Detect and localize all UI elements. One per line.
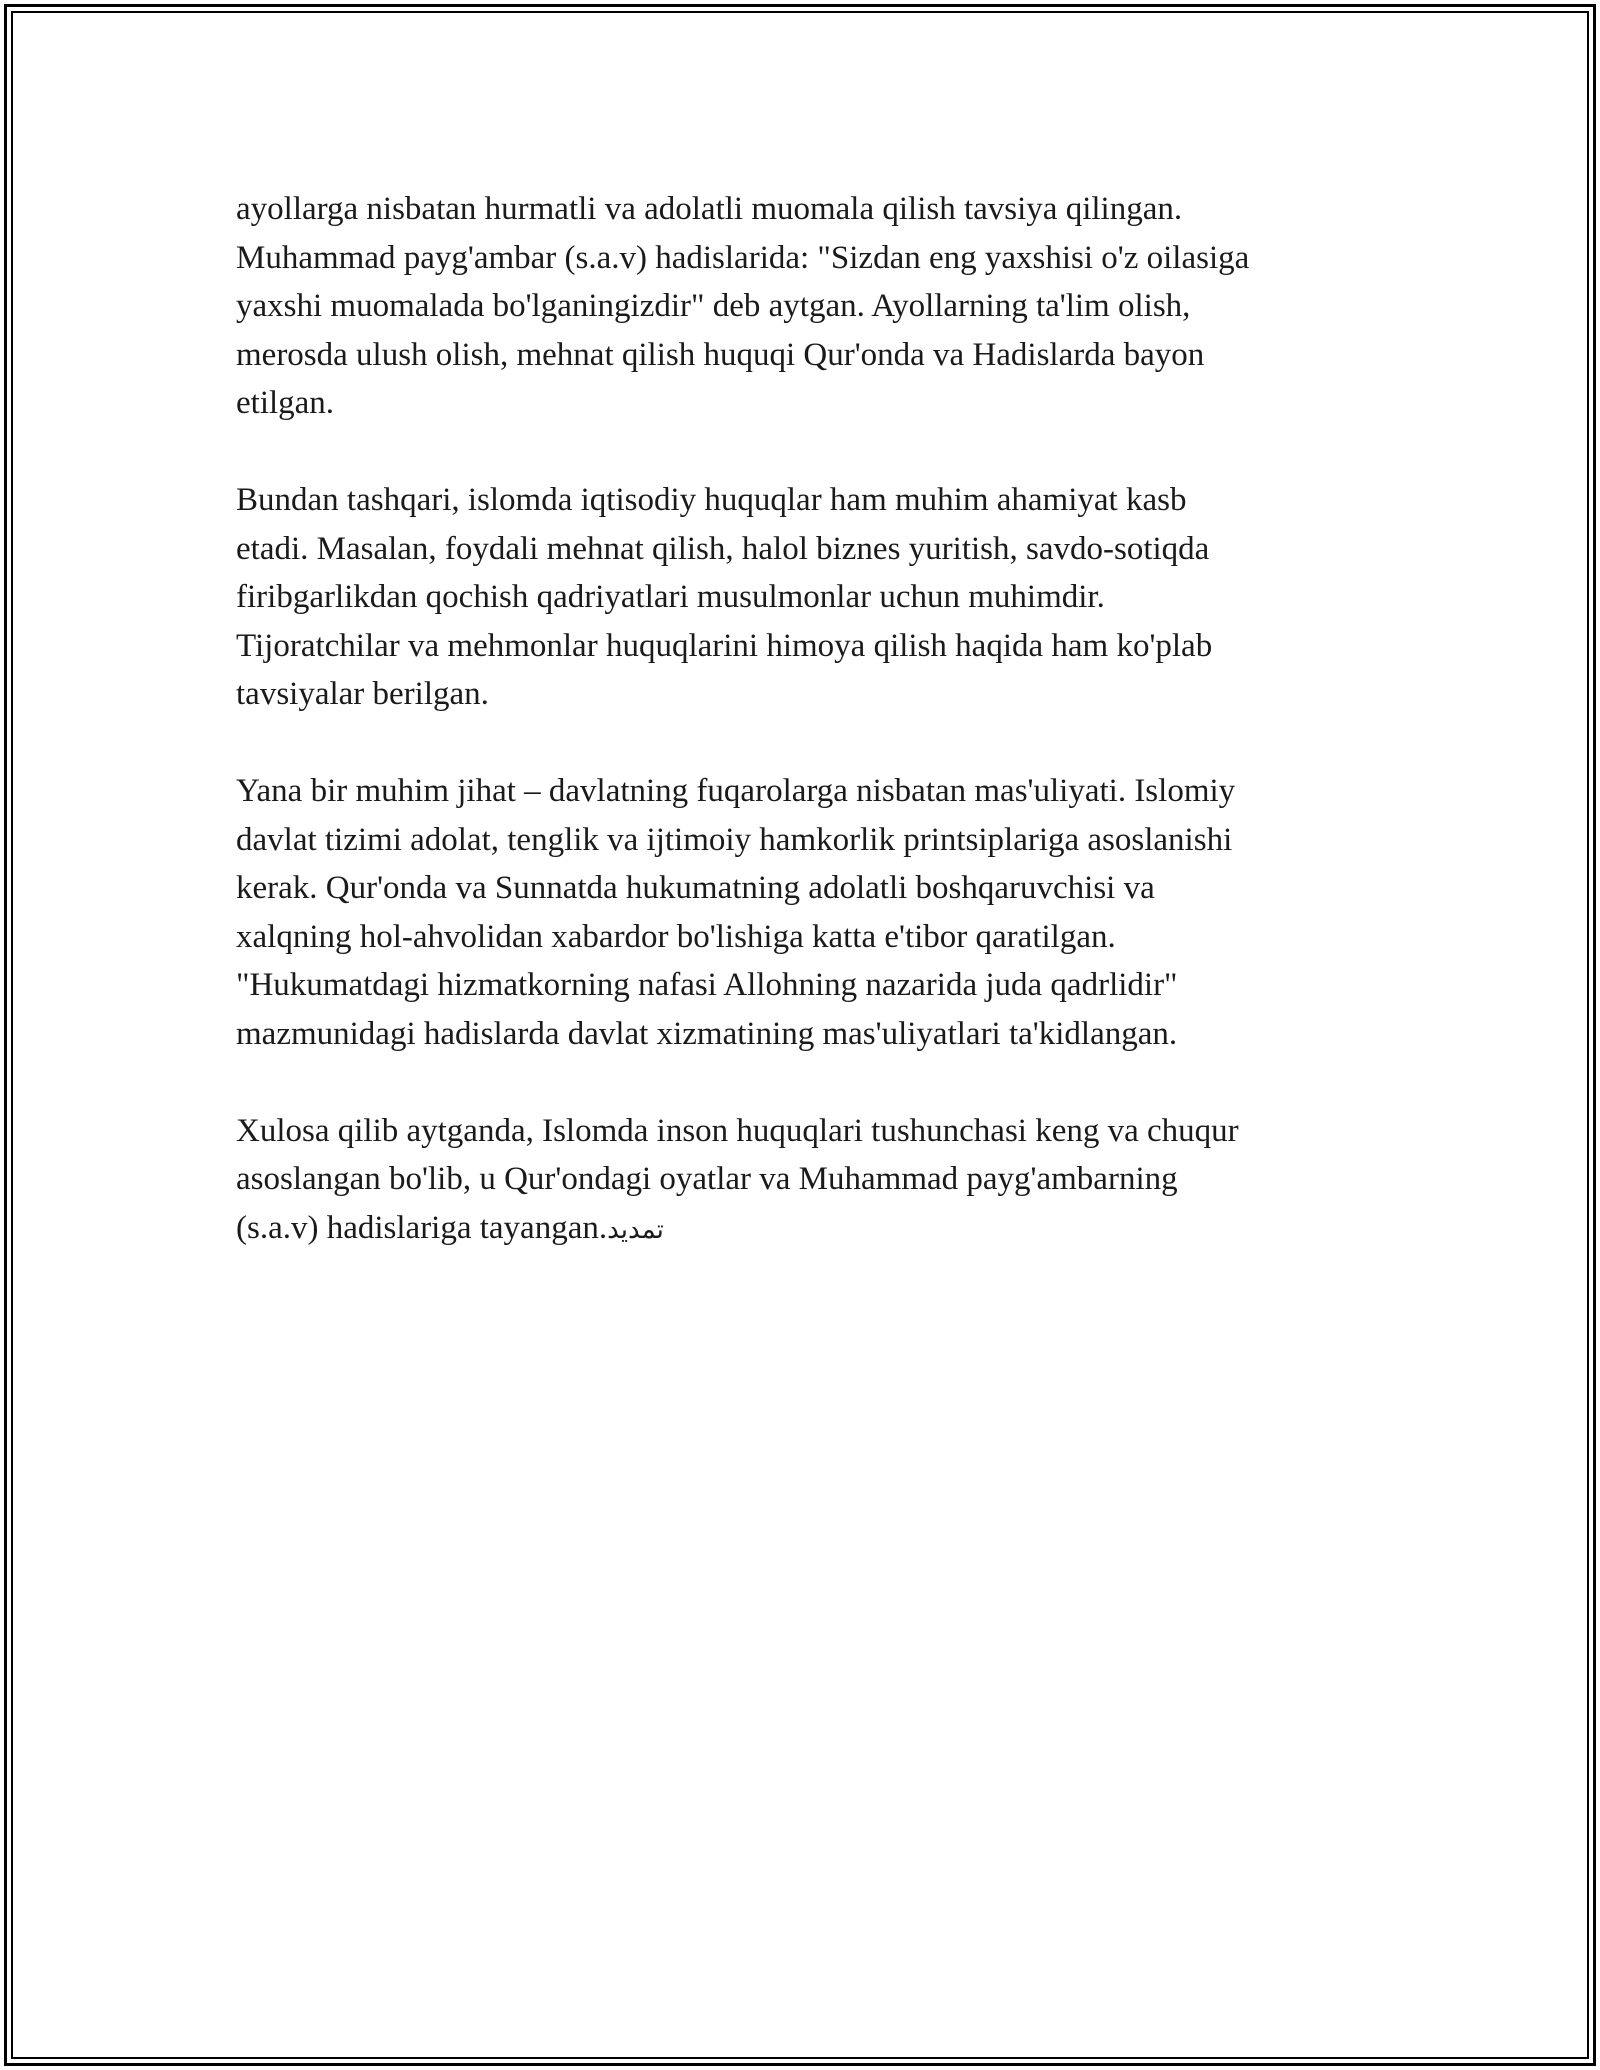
paragraph-women-rights xyxy=(236,185,1396,428)
text-line: Xulosa qilib aytganda, Islomda inson huquqlari tushunchasi keng va chuqur xyxy=(236,1112,1239,1149)
text-line: "Hukumatdagi hizmatkorning nafasi Allohning nazarida juda qadrlidir" xyxy=(236,967,1178,1003)
text-line: xalqning hol-ahvolidan xabardor bo'lishiga katta e'tibor qaratilgan. xyxy=(236,918,1116,955)
text-line: kerak. Qur'onda va Sunnatda hukumatning adolatli boshqaruvchisi va xyxy=(236,870,1155,906)
text-line: Yana bir muhim jihat – davlatning fuqarolarga nisbatan mas'uliyati. Islomiy xyxy=(236,773,1236,809)
paragraph-economic-rights xyxy=(236,476,1396,719)
text-line: davlat tizimi adolat, tenglik va ijtimoiy hamkorlik printsiplariga asoslanishi xyxy=(236,821,1233,858)
text-line: etadi. Masalan, foydali mehnat qilish, halol biznes yuritish, savdo-sotiqda xyxy=(236,530,1210,567)
text-line: firibgarlikdan qochish qadriyatlari musulmonlar uchun muhimdir. xyxy=(236,579,1105,615)
text-line: Tijoratchilar va mehmonlar huquqlarini himoya qilish haqida ham ko'plab xyxy=(236,627,1213,664)
text-line-last xyxy=(236,1204,1396,1255)
paragraph-conclusion xyxy=(236,1107,1396,1255)
text-line: tavsiyalar berilgan. xyxy=(236,676,489,712)
text-line: yaxshi muomalada bo'lganingizdir" deb aytgan. Ayollarning ta'lim olish, xyxy=(236,288,1191,324)
text-line: Bundan tashqari, islomda iqtisodiy huquqlar ham muhim ahamiyat kasb xyxy=(236,482,1187,518)
text-line: etilgan. xyxy=(236,385,335,421)
text-line: mazmunidagi hadislarda davlat xizmatining mas'uliyatlari ta'kidlangan. xyxy=(236,1015,1178,1052)
text-line: merosda ulush olish, mehnat qilish huquqi Qur'onda va Hadislarda bayon xyxy=(236,336,1205,373)
document-body xyxy=(236,185,1396,1303)
text-line: Muhammad payg'ambar (s.a.v) hadislarida: "Sizdan eng yaxshisi o'z oilasiga xyxy=(236,239,1250,276)
text-line: asoslangan bo'lib, u Qur'ondagi oyatlar va Muhammad payg'ambarning xyxy=(236,1161,1178,1197)
text-line-content: (s.a.v) hadislariga tayangan. xyxy=(236,1209,608,1246)
text-line: ayollarga nisbatan hurmatli va adolatli muomala qilish tavsiya qilingan. xyxy=(236,191,1183,227)
arabic-tail-text: تمديد xyxy=(607,1214,664,1245)
paragraph-state-responsibility xyxy=(236,767,1396,1058)
